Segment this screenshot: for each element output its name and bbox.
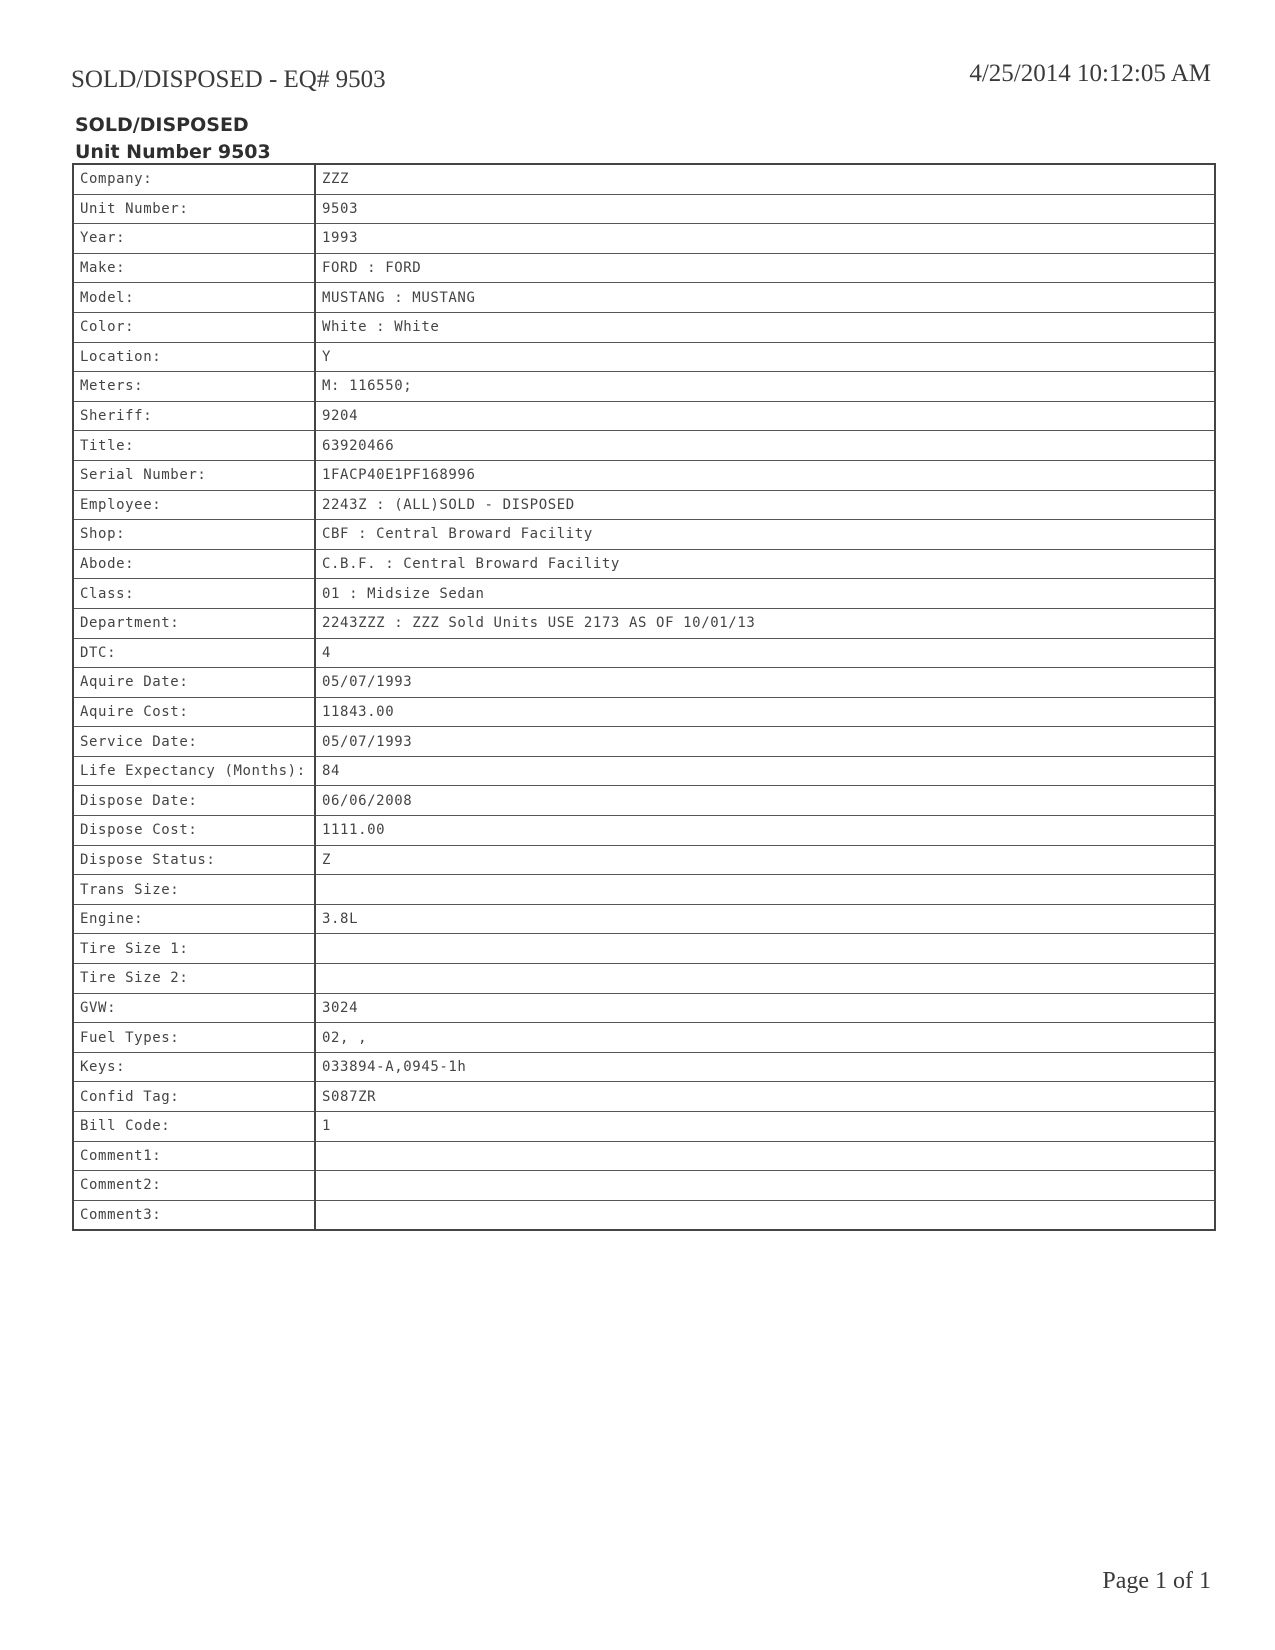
field-label: Color: bbox=[73, 312, 315, 342]
table-row bbox=[73, 253, 1215, 283]
field-value: Z bbox=[315, 845, 1215, 875]
field-value: 2243Z : (ALL)SOLD - DISPOSED bbox=[315, 490, 1215, 520]
field-value: 033894-A,0945-1h bbox=[315, 1052, 1215, 1082]
field-value: 01 : Midsize Sedan bbox=[315, 579, 1215, 609]
table-row bbox=[73, 431, 1215, 461]
field-label: Bill Code: bbox=[73, 1112, 315, 1142]
print-date: 4/25/2014 10:12:05 AM bbox=[969, 60, 1211, 87]
unit-number-line: Unit Number 9503 bbox=[75, 141, 271, 163]
field-label: Class: bbox=[73, 579, 315, 609]
field-label: Dispose Date: bbox=[73, 786, 315, 816]
field-label: Tire Size 2: bbox=[73, 964, 315, 994]
field-label: Make: bbox=[73, 253, 315, 283]
field-label: Year: bbox=[73, 224, 315, 254]
field-value: 1 bbox=[315, 1112, 1215, 1142]
field-label: Title: bbox=[73, 431, 315, 461]
field-label: Trans Size: bbox=[73, 875, 315, 905]
field-label: Comment2: bbox=[73, 1171, 315, 1201]
table-row bbox=[73, 1141, 1215, 1171]
field-label: Confid Tag: bbox=[73, 1082, 315, 1112]
table-row bbox=[73, 786, 1215, 816]
field-value: MUSTANG : MUSTANG bbox=[315, 283, 1215, 313]
field-value: White : White bbox=[315, 312, 1215, 342]
field-label: Sheriff: bbox=[73, 401, 315, 431]
table-row bbox=[73, 164, 1215, 194]
table-row bbox=[73, 224, 1215, 254]
print-title: SOLD/DISPOSED - EQ# 9503 bbox=[71, 66, 386, 93]
field-label: Life Expectancy (Months): bbox=[73, 756, 315, 786]
field-value: FORD : FORD bbox=[315, 253, 1215, 283]
table-row bbox=[73, 1023, 1215, 1053]
table-row bbox=[73, 520, 1215, 550]
field-label: Model: bbox=[73, 283, 315, 313]
field-label: Company: bbox=[73, 164, 315, 194]
field-value: 1993 bbox=[315, 224, 1215, 254]
field-value: Y bbox=[315, 342, 1215, 372]
field-value: 05/07/1993 bbox=[315, 727, 1215, 757]
field-value: 05/07/1993 bbox=[315, 668, 1215, 698]
field-value: ZZZ bbox=[315, 164, 1215, 194]
field-label: Employee: bbox=[73, 490, 315, 520]
table-row bbox=[73, 283, 1215, 313]
field-value bbox=[315, 1200, 1215, 1230]
table-row bbox=[73, 904, 1215, 934]
field-value: 02, , bbox=[315, 1023, 1215, 1053]
field-value: 3.8L bbox=[315, 904, 1215, 934]
field-value: 11843.00 bbox=[315, 697, 1215, 727]
field-value: 2243ZZZ : ZZZ Sold Units USE 2173 AS OF 10/01/13 bbox=[315, 608, 1215, 638]
field-value: C.B.F. : Central Broward Facility bbox=[315, 549, 1215, 579]
table-row bbox=[73, 579, 1215, 609]
table-row bbox=[73, 668, 1215, 698]
field-value: 63920466 bbox=[315, 431, 1215, 461]
field-value bbox=[315, 964, 1215, 994]
field-label: Keys: bbox=[73, 1052, 315, 1082]
field-value: 1FACP40E1PF168996 bbox=[315, 460, 1215, 490]
field-value: S087ZR bbox=[315, 1082, 1215, 1112]
unit-record-table bbox=[72, 163, 1216, 1231]
field-label: Shop: bbox=[73, 520, 315, 550]
table-row bbox=[73, 756, 1215, 786]
table-row bbox=[73, 490, 1215, 520]
page-number: Page 1 of 1 bbox=[1102, 1568, 1211, 1594]
table-row bbox=[73, 372, 1215, 402]
table-row bbox=[73, 697, 1215, 727]
table-row bbox=[73, 312, 1215, 342]
table-row bbox=[73, 993, 1215, 1023]
table-row bbox=[73, 401, 1215, 431]
field-label: DTC: bbox=[73, 638, 315, 668]
field-value: 9503 bbox=[315, 194, 1215, 224]
field-label: Dispose Cost: bbox=[73, 816, 315, 846]
table-row bbox=[73, 934, 1215, 964]
report-heading bbox=[75, 112, 271, 166]
report-title: SOLD/DISPOSED bbox=[75, 114, 249, 136]
table-row bbox=[73, 727, 1215, 757]
field-value: 3024 bbox=[315, 993, 1215, 1023]
field-label: Engine: bbox=[73, 904, 315, 934]
table-row bbox=[73, 608, 1215, 638]
field-value: 84 bbox=[315, 756, 1215, 786]
table-row bbox=[73, 342, 1215, 372]
field-label: Aquire Cost: bbox=[73, 697, 315, 727]
table-row bbox=[73, 845, 1215, 875]
field-label: Abode: bbox=[73, 549, 315, 579]
field-label: Unit Number: bbox=[73, 194, 315, 224]
field-label: Fuel Types: bbox=[73, 1023, 315, 1053]
field-label: Department: bbox=[73, 608, 315, 638]
table-row bbox=[73, 1171, 1215, 1201]
field-label: Comment1: bbox=[73, 1141, 315, 1171]
table-row bbox=[73, 875, 1215, 905]
field-label: GVW: bbox=[73, 993, 315, 1023]
field-value: CBF : Central Broward Facility bbox=[315, 520, 1215, 550]
table-row bbox=[73, 964, 1215, 994]
field-label: Comment3: bbox=[73, 1200, 315, 1230]
table-row bbox=[73, 638, 1215, 668]
table-row bbox=[73, 1200, 1215, 1230]
field-label: Meters: bbox=[73, 372, 315, 402]
field-label: Aquire Date: bbox=[73, 668, 315, 698]
field-value: M: 116550; bbox=[315, 372, 1215, 402]
table-row bbox=[73, 1082, 1215, 1112]
table-row bbox=[73, 549, 1215, 579]
field-value: 9204 bbox=[315, 401, 1215, 431]
field-label: Tire Size 1: bbox=[73, 934, 315, 964]
field-value bbox=[315, 1141, 1215, 1171]
field-value: 4 bbox=[315, 638, 1215, 668]
field-value: 1111.00 bbox=[315, 816, 1215, 846]
field-value bbox=[315, 875, 1215, 905]
table-row bbox=[73, 1112, 1215, 1142]
field-value bbox=[315, 934, 1215, 964]
table-row bbox=[73, 1052, 1215, 1082]
field-value bbox=[315, 1171, 1215, 1201]
table-row bbox=[73, 194, 1215, 224]
table-row bbox=[73, 816, 1215, 846]
field-label: Serial Number: bbox=[73, 460, 315, 490]
table-row bbox=[73, 460, 1215, 490]
field-label: Service Date: bbox=[73, 727, 315, 757]
field-value: 06/06/2008 bbox=[315, 786, 1215, 816]
record-table-body bbox=[73, 164, 1215, 1230]
field-label: Dispose Status: bbox=[73, 845, 315, 875]
field-label: Location: bbox=[73, 342, 315, 372]
